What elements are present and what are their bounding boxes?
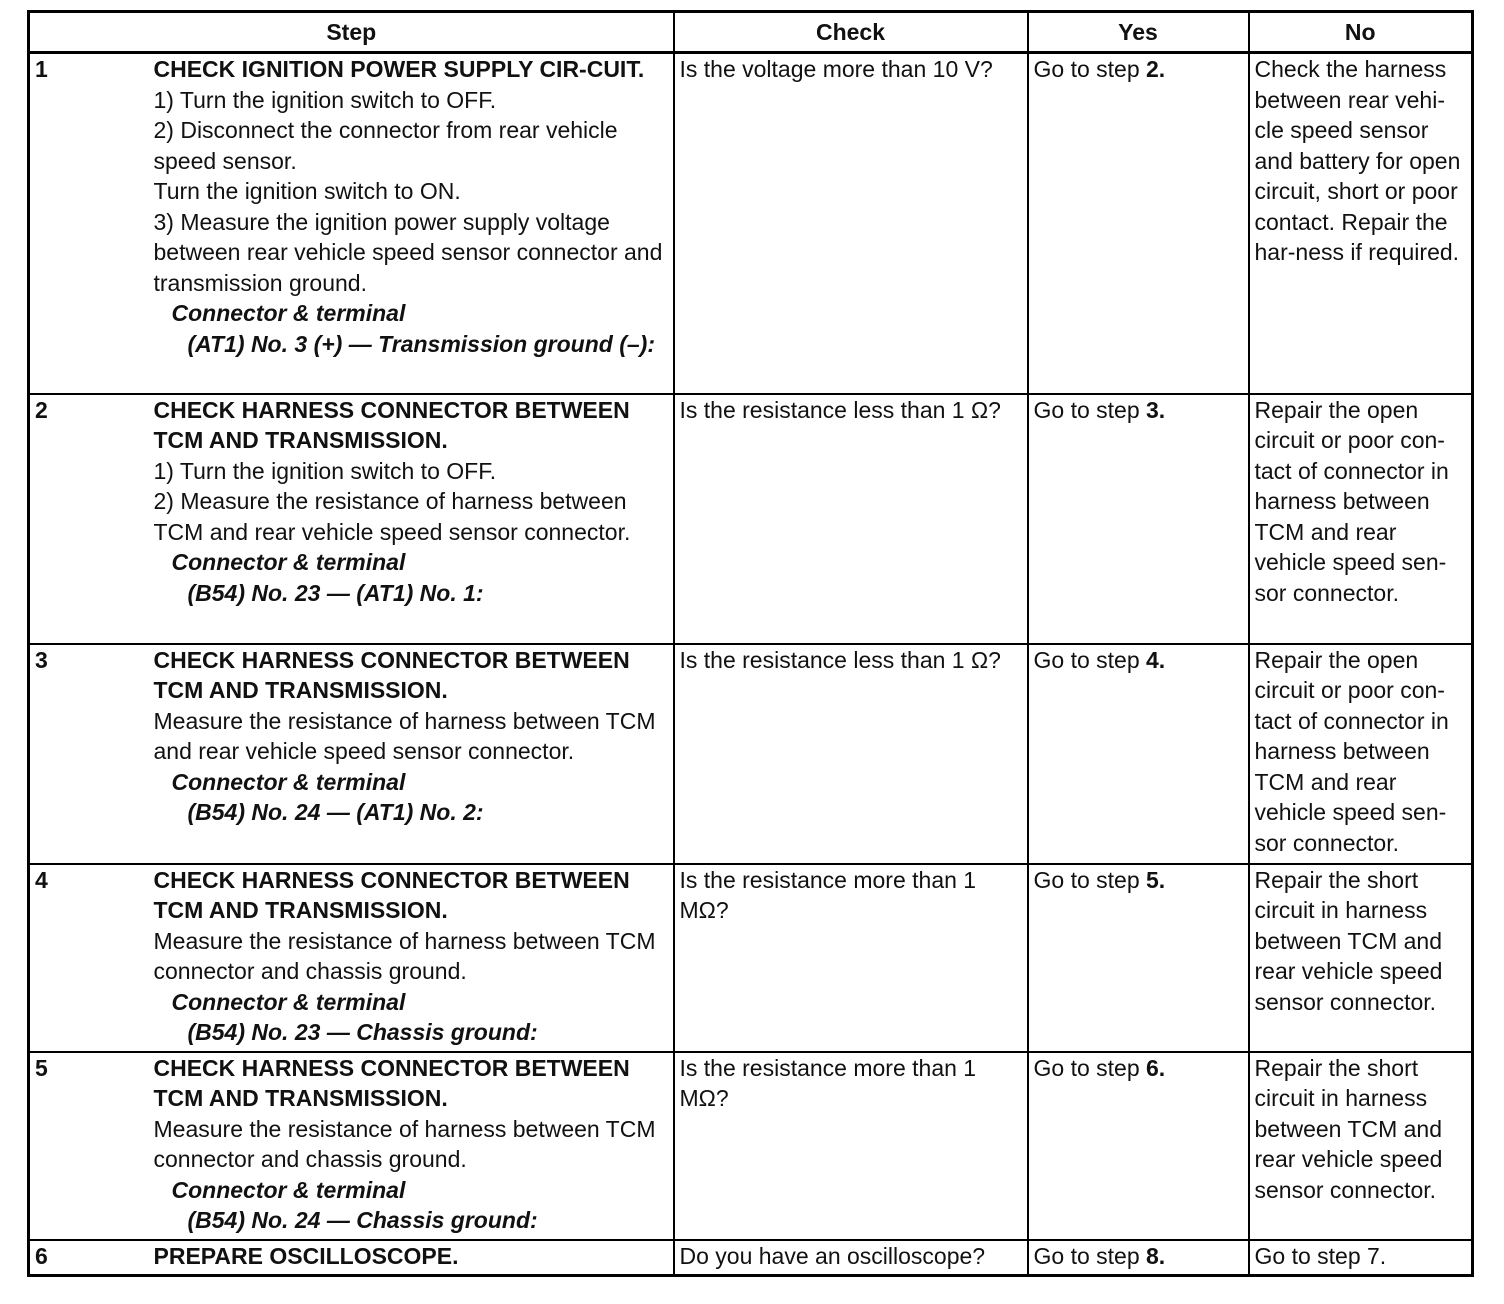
yes-prefix: Go to step	[1033, 1054, 1147, 1081]
no-action: Check the harness between rear vehi-cle speed sensor and battery for open circuit, short or poor contact. Repair the har-ness if required.	[1249, 53, 1473, 394]
yes-action	[1028, 1052, 1249, 1240]
no-action: Repair the short circuit in harness between TCM and rear vehicle speed sensor connector.	[1249, 864, 1473, 1052]
table-row	[29, 1240, 1473, 1276]
step-description	[149, 394, 674, 644]
step-number: 3	[29, 644, 149, 864]
check-question: Is the resistance more than 1 MΩ?	[674, 1052, 1028, 1240]
connector-terminal-label: Connector & terminal	[171, 988, 406, 1015]
yes-step-ref: 8.	[1146, 1242, 1166, 1269]
no-action: Repair the short circuit in harness between TCM and rear vehicle speed sensor connector.	[1249, 1052, 1473, 1240]
yes-prefix: Go to step	[1033, 866, 1147, 893]
no-action: Repair the open circuit or poor con-tact of connector in harness between TCM and rear vehicle speed sen-sor connector.	[1249, 644, 1473, 864]
step-description	[149, 1240, 674, 1276]
step-title: PREPARE OSCILLOSCOPE.	[153, 1242, 459, 1269]
yes-step-ref: 4.	[1146, 646, 1166, 673]
step-instruction: 1) Turn the ignition switch to OFF.	[153, 86, 497, 113]
step-number: 5	[29, 1052, 149, 1240]
yes-step-ref: 5.	[1146, 866, 1166, 893]
check-question: Do you have an oscilloscope?	[674, 1240, 1028, 1276]
step-number: 1	[29, 53, 149, 394]
table-row	[29, 864, 1473, 1052]
check-question: Is the resistance less than 1 Ω?	[674, 644, 1028, 864]
yes-action	[1028, 394, 1249, 644]
step-instruction: Measure the resistance of harness between TCM connector and chassis ground.	[153, 1115, 656, 1172]
step-description	[149, 1052, 674, 1240]
header-no: No	[1249, 12, 1473, 53]
step-instruction: 2) Measure the resistance of harness between TCM and rear vehicle speed sensor connector.	[153, 488, 631, 545]
step-instruction: Turn the ignition switch to ON.	[153, 178, 461, 204]
step-instruction: Measure the resistance of harness between TCM connector and chassis ground.	[153, 927, 656, 984]
step-title: CHECK HARNESS CONNECTOR BETWEEN TCM AND TRANSMISSION.	[153, 866, 630, 923]
header-step: Step	[29, 12, 674, 53]
terminal-spec: (B54) No. 23 — Chassis ground:	[187, 1019, 538, 1045]
check-question: Is the resistance less than 1 Ω?	[674, 394, 1028, 644]
connector-terminal-label: Connector & terminal	[171, 300, 406, 326]
step-instruction: Measure the resistance of harness between TCM and rear vehicle speed sensor connector.	[153, 707, 656, 764]
check-question: Is the voltage more than 10 V?	[674, 53, 1028, 394]
yes-prefix: Go to step	[1033, 646, 1147, 673]
step-number: 6	[29, 1240, 149, 1276]
terminal-spec: (B54) No. 24 — Chassis ground:	[187, 1207, 538, 1233]
step-instruction: 2) Disconnect the connector from rear vehicle speed sensor.	[153, 117, 618, 174]
step-title: CHECK HARNESS CONNECTOR BETWEEN TCM AND TRANSMISSION.	[153, 646, 630, 703]
yes-prefix: Go to step	[1033, 56, 1147, 82]
yes-step-ref: 6.	[1146, 1054, 1166, 1081]
step-title: CHECK IGNITION POWER SUPPLY CIR-CUIT.	[153, 56, 645, 82]
yes-action	[1028, 53, 1249, 394]
terminal-spec: (B54) No. 23 — (AT1) No. 1:	[187, 579, 484, 606]
diagnostic-table	[27, 10, 1474, 1277]
step-number: 2	[29, 394, 149, 644]
yes-action	[1028, 1240, 1249, 1276]
header-yes: Yes	[1028, 12, 1249, 53]
yes-prefix: Go to step	[1033, 1242, 1147, 1269]
table-row	[29, 1052, 1473, 1240]
no-action: Repair the open circuit or poor con-tact of connector in harness between TCM and rear vehicle speed sen-sor connector.	[1249, 394, 1473, 644]
connector-terminal-label: Connector & terminal	[171, 768, 406, 795]
step-description	[149, 864, 674, 1052]
yes-action	[1028, 864, 1249, 1052]
step-number: 4	[29, 864, 149, 1052]
check-question: Is the resistance more than 1 MΩ?	[674, 864, 1028, 1052]
table-row	[29, 394, 1473, 644]
header-row	[29, 12, 1473, 53]
terminal-spec: (AT1) No. 3 (+) — Transmission ground (–):	[187, 330, 655, 357]
yes-step-ref: 2.	[1146, 56, 1166, 82]
step-title: CHECK HARNESS CONNECTOR BETWEEN TCM AND TRANSMISSION.	[153, 1054, 630, 1111]
terminal-spec: (B54) No. 24 — (AT1) No. 2:	[187, 799, 484, 825]
yes-action	[1028, 644, 1249, 864]
step-instruction: 3) Measure the ignition power supply voltage between rear vehicle speed sensor connector and transmission ground.	[153, 208, 663, 296]
step-description	[149, 644, 674, 864]
step-description	[149, 53, 674, 394]
yes-prefix: Go to step	[1033, 396, 1147, 423]
connector-terminal-label: Connector & terminal	[171, 549, 406, 575]
table-row	[29, 53, 1473, 394]
yes-step-ref: 3.	[1146, 396, 1166, 423]
no-action: Go to step 7.	[1249, 1240, 1473, 1276]
header-check: Check	[674, 12, 1028, 53]
connector-terminal-label: Connector & terminal	[171, 1176, 406, 1203]
step-title: CHECK HARNESS CONNECTOR BETWEEN TCM AND TRANSMISSION.	[153, 396, 630, 453]
table-row	[29, 644, 1473, 864]
step-instruction: 1) Turn the ignition switch to OFF.	[153, 457, 497, 484]
